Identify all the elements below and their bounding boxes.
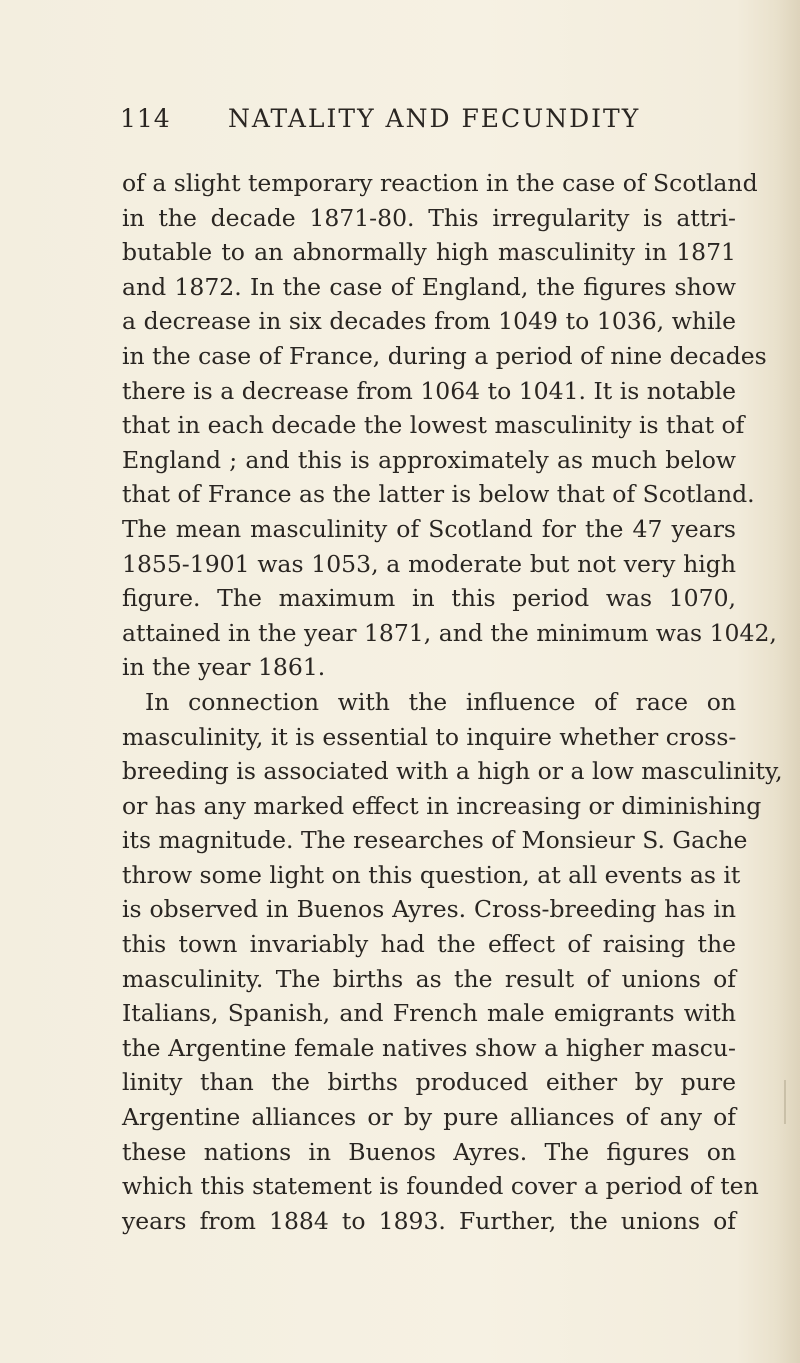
paragraph-start-line: In connection with the influence of race on (145, 687, 736, 716)
text-line: breeding is associated with a high or a low masculinity, (122, 757, 783, 786)
text-line: the Argentine female natives show a higher mascu- (122, 1033, 736, 1062)
text-line: attained in the year 1871, and the minimum was 1042, (122, 618, 777, 647)
text-line: its magnitude. The researches of Monsieur S. Gache (122, 826, 748, 855)
text-line: in the decade 1871-80. This irregularity is attri- (122, 203, 736, 232)
text-line: Italians, Spanish, and French male emigrants with (122, 999, 736, 1028)
text-line: which this statement is founded cover a period of ten (122, 1172, 759, 1201)
text-line: The mean masculinity of Scotland for the 47 years (122, 514, 736, 543)
text-line: England ; and this is approximately as much below (122, 445, 736, 474)
text-line: Argentine alliances or by pure alliances of any of (122, 1103, 736, 1132)
text-line: a decrease in six decades from 1049 to 1036, while (122, 307, 736, 336)
text-line: is observed in Buenos Ayres. Cross-breeding has in (122, 895, 736, 924)
text-line: that in each decade the lowest masculinity is that of (122, 411, 745, 440)
text-line: of a slight temporary reaction in the case of Scotland (122, 169, 758, 197)
text-line: there is a decrease from 1064 to 1041. It is notable (122, 376, 736, 405)
text-line: figure. The maximum in this period was 1070, (122, 584, 736, 613)
text-line: throw some light on this question, at all events as it (122, 860, 741, 889)
text-line: linity than the births produced either by pure (122, 1068, 736, 1097)
text-line: masculinity. The births as the result of unions of (122, 964, 736, 993)
paragraph-end-line: in the year 1861. (122, 653, 326, 682)
text-line: these nations in Buenos Ayres. The figures on (122, 1137, 736, 1166)
running-head (120, 104, 740, 144)
text-line: or has any marked effect in increasing or diminishing (122, 791, 762, 820)
text-line: and 1872. In the case of England, the figures show (122, 272, 736, 301)
text-line: that of France as the latter is below that of Scotland. (122, 480, 755, 509)
text-line: in the case of France, during a period of nine decades (122, 341, 767, 370)
text-line: 1855-1901 was 1053, a moderate but not very high (122, 549, 736, 578)
text-line: years from 1884 to 1893. Further, the unions of (122, 1206, 736, 1235)
text-line: masculinity, it is essential to inquire whether cross- (122, 722, 737, 751)
text-line: this town invariably had the effect of raising the (122, 930, 736, 959)
text-line: butable to an abnormally high masculinity in 1871 (122, 238, 736, 267)
body-text (122, 166, 783, 1238)
page-number: 114 (120, 104, 171, 133)
running-title: NATALITY AND FECUNDITY (228, 104, 641, 133)
page-edge-mark (784, 1080, 786, 1124)
